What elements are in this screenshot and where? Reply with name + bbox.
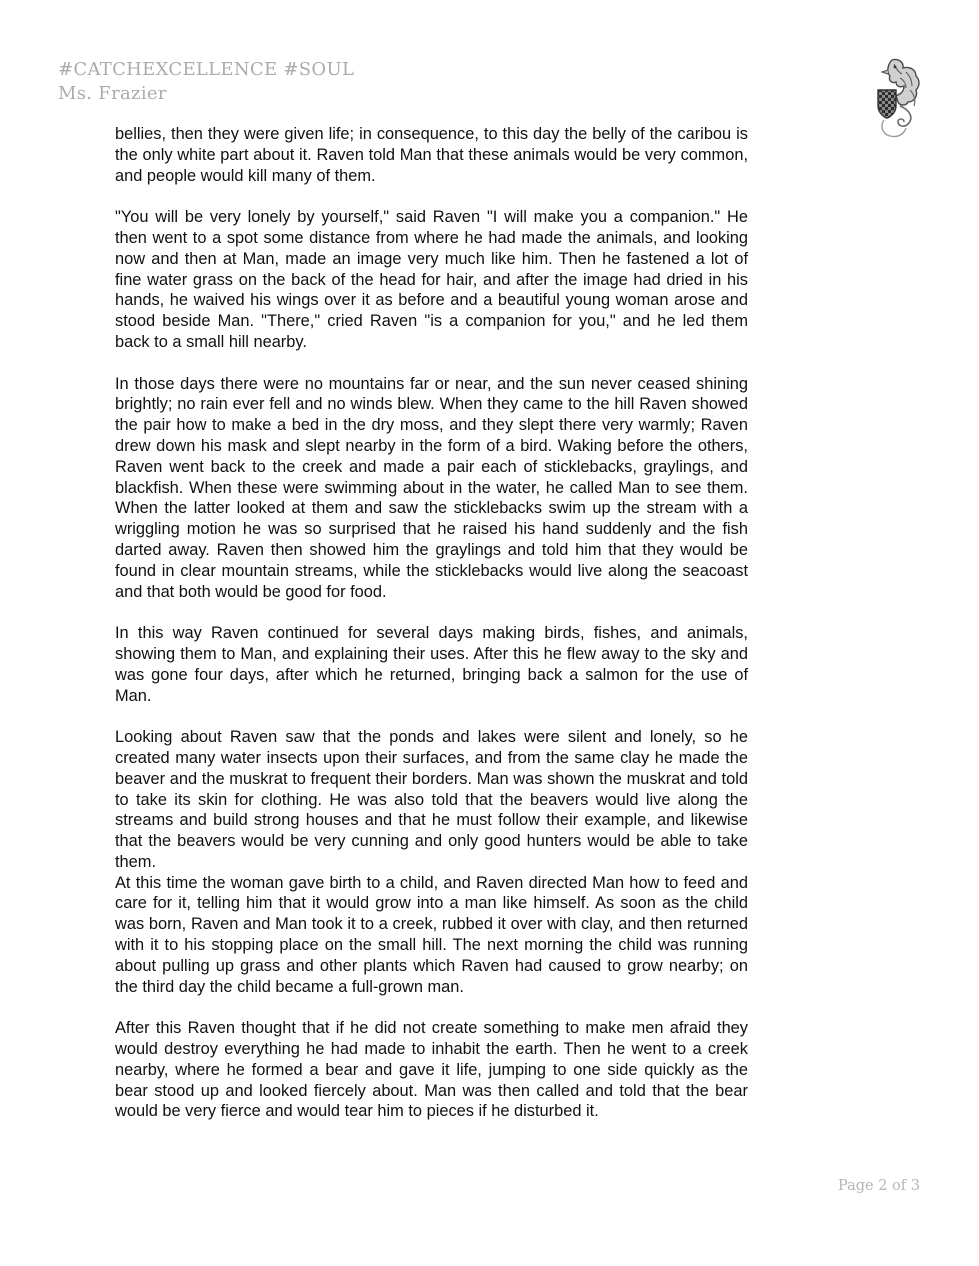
paragraph: "You will be very lonely by yourself," said Raven "I will make you a companion." He then went to a spot some distance from where he had made the animals, and looking now and then at Man, made an image very much like him. Then he fastened a lot of fine water grass on the back of the head for hair, and after the image had dried in his hands, he waived his wings over it as before and a beautiful young woman arose and stood beside Man. "There," cried Raven "is a companion for you," and he led them back to a small hill nearby. — [115, 208, 748, 351]
paragraph: In this way Raven continued for several days making birds, fishes, and animals, showing them to Man, and explaining their uses. After this he flew away to the sky and was gone four days, after which he returned, bringing back a salmon for the use of Man. — [115, 624, 748, 705]
paragraph: After this Raven thought that if he did not create something to make men afraid they would destroy everything he had made to inhabit the earth. Then he went to a creek nearby, where he formed a bear and gave it life, jumping to one side quickly as the bear stood up and looked fiercely about. Man was then called and told that the bear would be very fierce and would tear him to pieces if he disturbed it. — [115, 1019, 748, 1121]
paragraph: bellies, then they were given life; in consequence, to this day the belly of the caribou is the only white part about it. Raven told Man that these animals would be very common, and people would kill many of them. — [115, 125, 748, 185]
paragraph: In those days there were no mountains far or near, and the sun never ceased shining brightly; no rain ever fell and no winds blew. When they came to the hill Raven showed the pair how to make a bed in the dry moss, and they slept there very warmly; Raven drew down his mask and slept nearby in the form of a bird. Waking before the others, Raven went back to the creek and made a pair each of sticklebacks, graylings, and blackfish. When these were swimming about in the water, he called Man to see them. When the latter looked at them and saw the sticklebacks swim up the stream with a wriggling motion he was so surprised that he raised his hand suddenly and the fish darted away. Raven then showed him the graylings and told him that they would be found in clear mountain streams, while the sticklebacks would live along the seacoast and that both would be good for food. — [115, 374, 748, 601]
paragraph: At this time the woman gave birth to a child, and Raven directed Man how to feed and care for it, telling him that it would grow into a man like himself. As soon as the child was born, Raven and Man took it to a creek, rubbed it over with clay, and then returned with it to his stopping place on the small hill. The next morning the child was running about pulling up grass and other plants which Raven had caused to grow nearby; on the third day the child became a full-grown man. — [115, 873, 748, 996]
header-teacher-name: Ms. Frazier — [58, 83, 167, 104]
page-number: Page 2 of 3 — [838, 1178, 920, 1194]
story-body — [115, 124, 748, 1122]
paragraph: Looking about Raven saw that the ponds and lakes were silent and lonely, so he created many water insects upon their surfaces, and from the same clay he made the beaver and the muskrat to frequent their borders. Man was shown the muskrat and told to take its skin for clothing. He was also told that the beavers would live along the streams and build strong houses and that he must follow their example, and likewise that the beavers would be very cunning and only good hunters would be able to take them. — [115, 728, 748, 871]
griffin-crest-icon — [870, 56, 926, 140]
header-hashtags: #CATCHEXCELLENCE #SOUL — [58, 59, 355, 80]
page-header — [58, 58, 354, 106]
